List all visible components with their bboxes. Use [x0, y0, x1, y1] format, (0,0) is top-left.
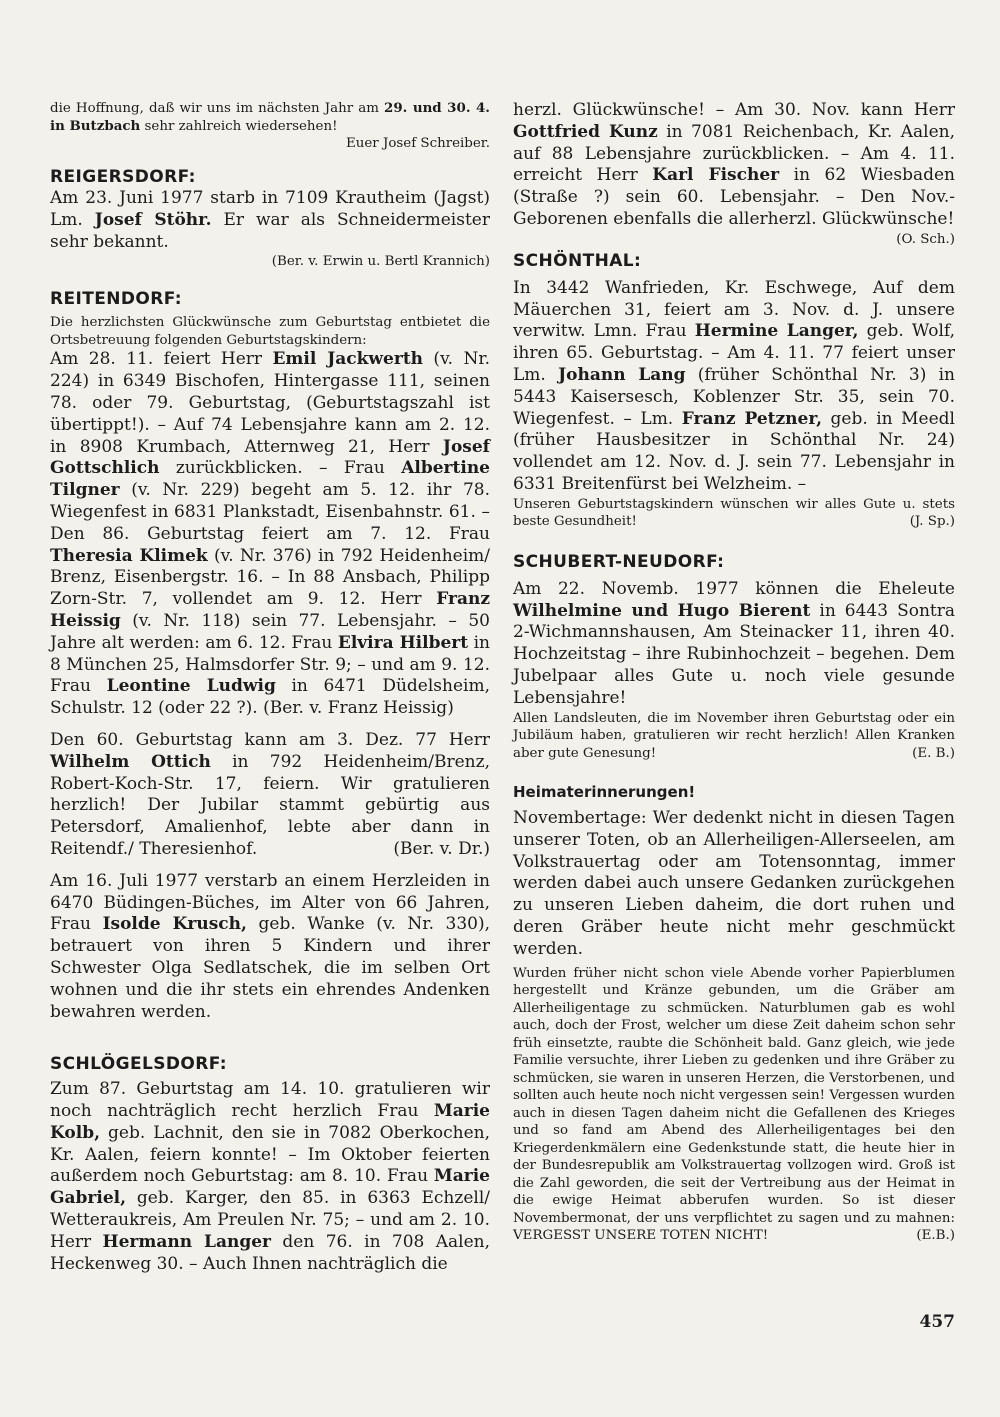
article-note: [513, 965, 955, 1245]
section-subheading: [513, 782, 955, 802]
right-column: [513, 100, 955, 1245]
text-run: herzl. Glückwünsche! – Am 30. Nov. kann Herr: [513, 100, 955, 120]
article-note: [513, 710, 955, 763]
text-run: Am 22. Novemb. 1977 können die Eheleute: [513, 578, 955, 599]
text-run: Den 60. Geburtstag kann am 3. Dez. 77 Herr: [50, 729, 490, 750]
section-heading: [513, 551, 955, 573]
text-run: (O. Sch.): [896, 231, 955, 247]
person-name: Marie Kolb,: [50, 1101, 490, 1143]
person-name: Wilhelm Ottich: [50, 751, 211, 772]
text-run: Die herzlichsten Glückwünsche zum Geburtstag entbietet die Ortsbetreuung folgenden Geburtstagskindern:: [50, 315, 490, 348]
article-paragraph: [50, 349, 490, 720]
text-run: Novembertage: Wer dedenkt nicht in diesen Tagen unserer Toten, ob an Allerheiligen-Allerseelen, am Volkstrauertag oder am Totensonntag, immer werden dabei auch unsere Gedanken zurückgehen zu unseren Lieben daheim, die dort ruhen und deren Gräber heute nicht mehr geschmückt werden.: [513, 808, 955, 959]
text-run: (v. Nr. 376) in 792 Heidenheim/ Brenz, Eisenbergstr. 16. – In 88 Ansbach, Philipp Zorn-Str. 7, vollendet am 9. 12. Herr: [50, 545, 490, 610]
source-attribution: (E.B.): [916, 1228, 955, 1244]
article-paragraph: [50, 730, 490, 861]
left-column: [50, 100, 490, 1275]
person-name: Karl Fischer: [652, 165, 780, 186]
text-run: Heimaterinnerungen!: [513, 783, 696, 802]
article-paragraph: [50, 188, 490, 253]
section-heading: [50, 1053, 490, 1075]
source-attribution: (Ber. v. Dr.): [393, 838, 490, 859]
text-run: SCHÖNTHAL:: [513, 250, 642, 271]
signature-line: [513, 231, 955, 248]
text-run: in 8 München 25, Halmsdorfer Str. 9; – und am 9. 12. Frau: [50, 632, 490, 697]
section-heading: [50, 288, 490, 310]
person-name: Marie Gabriel,: [50, 1166, 490, 1209]
article-note: [50, 314, 490, 349]
article-note: [513, 496, 955, 531]
text-run: den 76. in 708 Aalen, Heckenweg 30. – Auch Ihnen nachträglich die: [50, 1231, 491, 1274]
text-run: In 3442 Wanfrieden, Kr. Eschwege, Auf dem Mäuerchen 31, feiert am 3. Nov. d. J. unsere verwitw. Lmn. Frau: [513, 277, 955, 342]
person-name: Josef Gottschlich: [50, 436, 490, 479]
person-name: Hermine Langer,: [694, 321, 859, 342]
text-run: (Ber. v. Erwin u. Bertl Krannich): [271, 254, 490, 270]
text-run: die Hoffnung, daß wir uns im nächsten Jahr am: [50, 101, 385, 116]
text-run: Euer Josef Schreiber.: [345, 136, 490, 151]
source-attribution: (E. B.): [912, 745, 955, 761]
text-run: Am 16. Juli 1977 verstarb an einem Herzleiden in 6470 Büdingen-Büches, im Alter von 66 Jahren, Frau: [50, 870, 490, 935]
text-run: REIGERSDORF:: [50, 167, 196, 187]
text-run: geb. Lachnit, den sie in 7082 Oberkochen, Kr. Aalen, feiern konnte! – Im Oktober feierten außerdem noch Geburtstag: am 8. 10. Frau: [50, 1122, 490, 1187]
signature-line: [50, 253, 490, 270]
text-run: Zum 87. Geburtstag am 14. 10. gratulieren wir noch nachträglich recht herzlich Frau: [50, 1079, 490, 1122]
person-name: Franz Petzner,: [681, 408, 822, 429]
person-name: Josef Stöhr.: [94, 209, 212, 230]
page-number: 457: [919, 1312, 955, 1332]
article-paragraph: [513, 278, 955, 496]
text-run: geb. in Meedl (früher Hausbesitzer in Schönthal Nr. 24) vollendet am 12. Nov. d. J. sein 77. Lebensjahr in 6331 Breitenfürst bei Welzheim. –: [513, 408, 955, 494]
signature-line: [50, 135, 490, 152]
text-run: Am 28. 11. feiert Herr: [50, 349, 273, 370]
article-paragraph: [513, 579, 955, 710]
text-run: geb. Karger, den 85. in 6363 Echzell/ Wetteraukreis, Am Preulen Nr. 75; – und am 2. 10. Herr: [50, 1188, 490, 1252]
text-run: in 792 Heidenheim/Brenz, Robert-Koch-Str. 17, feiern. Wir gratulieren herzlich! Der Jubilar stammt gebürtig aus Petersdorf, Amalienhof, lebte aber dann in Reitendf./ Theresienhof.: [50, 751, 490, 859]
text-run: geb. Wolf, ihren 65. Geburtstag. – Am 4. 11. 77 feiert unser Lm.: [513, 321, 956, 385]
article-paragraph: [50, 871, 490, 1024]
text-run: (früher Schönthal Nr. 3) in 5443 Kaisersesch, Koblenzer Str. 35, sein 70. Wiegenfest. – Lm.: [513, 364, 955, 429]
text-run: Er war als Schneidermeister sehr bekannt.: [50, 209, 490, 252]
person-name: Theresia Klimek: [50, 545, 208, 566]
text-run: Unseren Geburtstagskindern wünschen wir alles Gute u. stets beste Gesundheit!: [513, 496, 955, 530]
person-name: Emil Jackwerth: [272, 349, 424, 370]
text-run: zurückblicken. – Frau: [159, 458, 402, 479]
article-paragraph: [50, 1079, 490, 1275]
section-heading: [513, 250, 955, 272]
text-run: SCHLÖGELSDORF:: [50, 1054, 228, 1075]
text-run: (v. Nr. 224) in 6349 Bischofen, Hintergasse 111, seinen 78. oder 79. Geburtstag, (Geburtstagszahl ist übertippt!). – Auf 74 Lebensjahre kann am 2. 12. in 8908 Krumbach, Atternweg 21, Herr: [50, 349, 490, 457]
person-name: Hermann Langer: [102, 1231, 272, 1252]
person-name: Wilhelmine und Hugo Bierent: [513, 600, 811, 621]
text-run: in 7081 Reichenbach, Kr. Aalen, auf 88 Lebensjahre zurückblicken. – Am 4. 11. erreicht Herr: [513, 121, 955, 186]
person-name: Franz Heissig: [50, 589, 490, 631]
text-run: Wurden früher nicht schon viele Abende vorher Papierblumen hergestellt und Kränze gebunden, um die Gräber am Allerheiligentage zu schmücken. Naturblumen gab es wohl auch, doch der Frost, welcher um diese Zeit daheim schon sehr früh einsetzte, raubte die Schönheit bald. Ganz gleich, wie jede Familie versuchte, ihrer Lieben zu gedenken und ihre Gräber zu schmücken, sie waren in unseren Herzen, die Verstorbenen, und sollten auch heute noch nicht vergessen sein! Vergessen wurden auch in diesen Tagen daheim nicht die Gefallenen des Krieges und so fand am Abend des Allerheiligentages bei den Kriegerdenkmälern eine Gedenkstunde statt, die heute hier in der Bundesrepublik am Volkstrauertag vollzogen wird. Groß ist die Zahl geworden, die seit der Vertreibung aus der Heimat in die ewige Heimat abberufen wurden. So ist dieser Novembermonat, der uns verpflichtet zu sagen und zu mahnen: VERGESST UNSERE TOTEN NICHT!: [513, 965, 955, 1244]
text-run: Allen Landsleuten, die im November ihren Geburtstag oder ein Jubiläum haben, gratulieren wir recht herzlich! Allen Kranken aber gute Genesung!: [513, 710, 955, 761]
article-paragraph: [513, 100, 955, 231]
text-run: in 62 Wiesbaden (Straße ?) sein 60. Lebensjahr. – Den Nov.-Geborenen ebenfalls die allerherzl. Glückwünsche!: [513, 165, 955, 229]
text-run: geb. Wanke (v. Nr. 330), betrauert von ihren 5 Kindern und ihrer Schwester Olga Sedlatschek, die im selben Ort wohnen und die ihr stets ein ehrendes Andenken bewahren werden.: [50, 914, 491, 1022]
article-paragraph: [513, 808, 955, 961]
text-run: SCHUBERT-NEUDORF:: [513, 551, 725, 572]
text-run: (v. Nr. 118) sein 77. Lebensjahr. – 50 Jahre alt werden: am 6. 12. Frau: [50, 610, 490, 653]
person-name: 29. und 30. 4. in Butzbach: [50, 100, 490, 134]
text-run: (v. Nr. 229) begeht am 5. 12. ihr 78. Wiegenfest in 6831 Plankstadt, Eisenbahnstr. 61. – Den 86. Geburtstag feiert am 7. 12. Frau: [50, 480, 490, 544]
person-name: Elvira Hilbert: [337, 632, 469, 653]
text-run: sehr zahlreich wiedersehen!: [140, 118, 338, 134]
text-run: in 6443 Sontra 2-Wichmannshausen, Am Steinacker 11, ihren 40. Hochzeitstag – ihre Rubinhochzeit – begehen. Dem Jubelpaar alles Gute u. noch viele gesunde Lebensjahre!: [513, 600, 955, 708]
person-name: Gottfried Kunz: [513, 121, 658, 142]
person-name: Albertine Tilgner: [50, 458, 490, 501]
text-run: REITENDORF:: [50, 289, 182, 310]
source-attribution: (J. Sp.): [909, 514, 955, 530]
section-heading: [50, 166, 490, 188]
person-name: Johann Lang: [558, 364, 686, 385]
article-note: [50, 100, 490, 135]
person-name: Leontine Ludwig: [106, 676, 276, 697]
person-name: Isolde Krusch,: [102, 914, 247, 935]
text-run: in 6471 Düdelsheim, Schulstr. 12 (oder 22 ?). (Ber. v. Franz Heissig): [50, 676, 491, 719]
text-run: Am 23. Juni 1977 starb in 7109 Krautheim (Jagst) Lm.: [50, 188, 490, 230]
